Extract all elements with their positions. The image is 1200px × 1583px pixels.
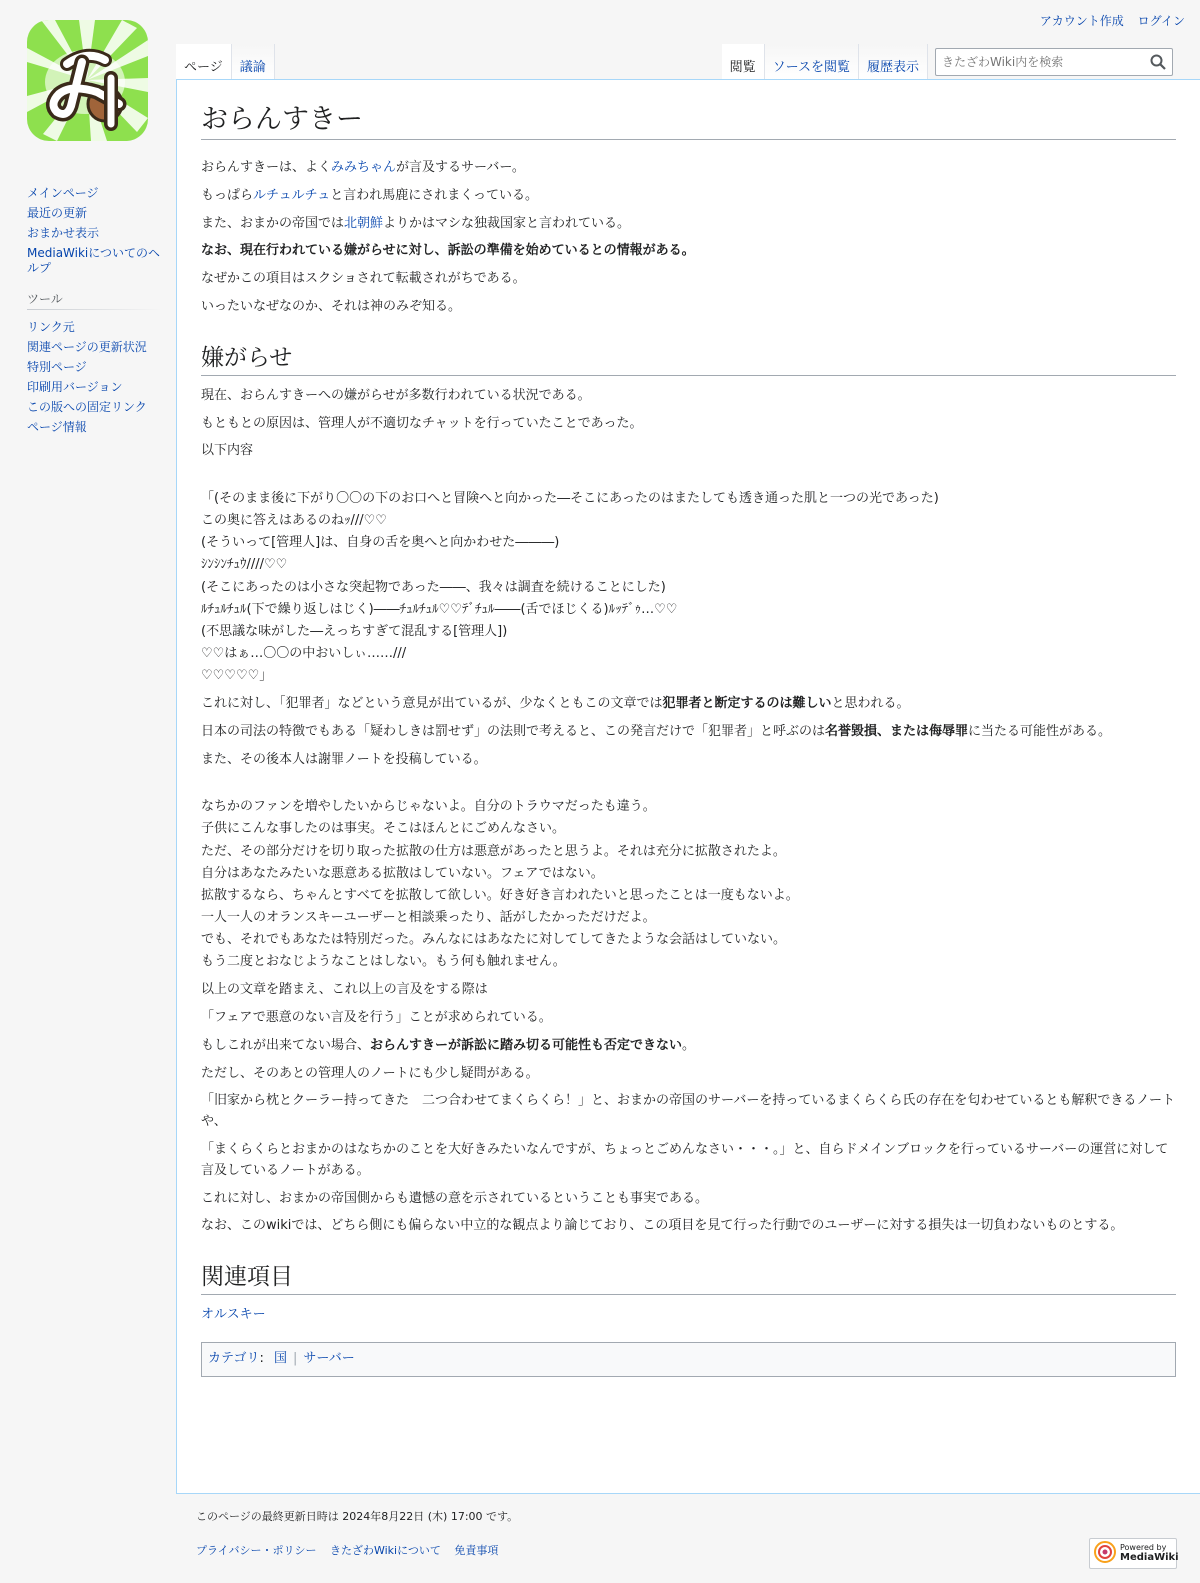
quote-line: この奥に答えはあるのねｯ///♡♡ bbox=[201, 513, 387, 529]
powered-by-mediawiki-badge[interactable] bbox=[1089, 1538, 1177, 1569]
sidebar-item-page-info[interactable]: ページ情報 bbox=[27, 420, 87, 434]
note-line: もう二度とおなじようなことはしない。もう何も触れません。 bbox=[201, 954, 566, 970]
separator: | bbox=[293, 1350, 298, 1366]
text: これに対し、「犯罪者」などという意見が出ているが、少なくともこの文章では bbox=[201, 696, 663, 711]
paragraph: これに対し、おまかの帝国側からも遺憾の意を示されているということも事実である。 bbox=[201, 1190, 709, 1206]
sidebar-item-what-links-here[interactable]: リンク元 bbox=[27, 320, 75, 334]
paragraph: もともとの原因は、管理人が不適切なチャットを行っていたことであった。 bbox=[201, 415, 643, 431]
login-link[interactable]: ログイン bbox=[1137, 14, 1185, 28]
text: おらんすきーは、よく bbox=[201, 160, 332, 176]
tab-history[interactable] bbox=[859, 44, 928, 80]
paragraph bbox=[201, 722, 1176, 743]
intro-section bbox=[201, 158, 1176, 318]
search-icon[interactable] bbox=[1150, 54, 1166, 74]
paragraph: 「フェアで悪意のない言及を行う」ことが求められている。 bbox=[201, 1009, 552, 1025]
section-heading-related: 関連項目 bbox=[201, 1263, 1176, 1295]
tab-page-label: ページ bbox=[184, 60, 223, 75]
bold-text: 名誉毀損、または侮辱罪 bbox=[825, 723, 969, 739]
sidebar bbox=[27, 186, 162, 440]
disclaimer-link[interactable]: 免責事項 bbox=[454, 1544, 499, 1557]
namespace-tabs bbox=[176, 44, 275, 80]
tab-view-source[interactable] bbox=[765, 44, 859, 80]
category-links bbox=[201, 1342, 1176, 1377]
search-input[interactable] bbox=[936, 49, 1136, 75]
quoted-chat bbox=[201, 488, 1176, 687]
page-title: おらんすきー bbox=[201, 98, 1176, 140]
main-content bbox=[176, 79, 1200, 1494]
sidebar-navigation bbox=[27, 186, 162, 276]
site-logo[interactable] bbox=[27, 20, 148, 141]
text: もしこれが出来てない場合、 bbox=[201, 1037, 371, 1053]
paragraph: 「まくらくらとおまかのはなちかのことを大好きみたいなんですが、ちょっとごめんなさい・・・。」と、自らドメインブロックを行っているサーバーの運営に対して言及しているノートがある。 bbox=[201, 1141, 1169, 1178]
sidebar-item-printable[interactable]: 印刷用バージョン bbox=[27, 380, 123, 394]
text: と言われ馬鹿にされまくっている。 bbox=[330, 187, 538, 203]
personal-tools bbox=[1030, 12, 1185, 29]
category-server[interactable]: サーバー bbox=[303, 1350, 355, 1366]
quote-line: ♡♡♡♡♡」 bbox=[201, 667, 273, 683]
tab-read[interactable] bbox=[722, 44, 765, 80]
sidebar-tools-heading: ツール bbox=[27, 292, 162, 310]
sidebar-tools bbox=[27, 320, 162, 435]
paragraph: また、その後本人は謝罪ノートを投稿している。 bbox=[201, 751, 487, 767]
bold-text: なお、現在行われている嫌がらせに対し、訴訟の準備を始めているとの情報がある。 bbox=[201, 243, 695, 259]
tab-talk-label: 議論 bbox=[239, 60, 266, 75]
tab-page[interactable] bbox=[176, 44, 232, 80]
bold-text: おらんすきーが訴訟に踏み切る可能性も否定できない bbox=[370, 1037, 683, 1053]
intro-paragraph: なぜかこの項目はスクショされて転載されがちである。 bbox=[201, 271, 526, 287]
apology-note bbox=[201, 796, 1176, 973]
tab-read-label: 閲覧 bbox=[729, 60, 756, 75]
powered-by-text bbox=[1120, 1544, 1179, 1564]
sidebar-item-special-pages[interactable]: 特別ページ bbox=[27, 360, 87, 374]
text: また、おまかの帝国では bbox=[201, 215, 345, 231]
sidebar-item-help[interactable]: MediaWikiについてのヘルプ bbox=[27, 246, 161, 275]
sidebar-item-main-page[interactable]: メインページ bbox=[27, 186, 99, 200]
note-line: でも、それでもあなたは特別だった。みんなにはあなたに対してしてきたような会話はしていない。 bbox=[201, 931, 787, 947]
note-line: なちかのファンを増やしたいからじゃないよ。自分のトラウマだったも違う。 bbox=[201, 799, 656, 815]
note-line: 子供にこんな事したのは事実。そこはほんとにごめんなさい。 bbox=[201, 821, 566, 837]
link-ruchuruchu[interactable]: ルチュルチュ bbox=[253, 187, 331, 203]
powered-by-label: Powered by bbox=[1120, 1542, 1167, 1552]
about-link[interactable]: きたざわWikiについて bbox=[329, 1544, 441, 1557]
note-line: 自分はあなたみたいな悪意ある拡散はしていない。フェアではない。 bbox=[201, 865, 604, 881]
quote-line: ♡♡はぁ…〇〇の中おいしぃ……/// bbox=[201, 645, 407, 661]
link-north-korea[interactable]: 北朝鮮 bbox=[344, 215, 384, 231]
quote-line: 「(そのまま後に下がり〇〇の下のお口へと冒険へと向かった―そこにあったのはまたしても透き通った肌と一つの光であった) bbox=[201, 491, 939, 507]
text: 日本の司法の特徴でもある「疑わしきは罰せず」の法則で考えると、この発言だけで「犯罪者」と呼ぶのは bbox=[201, 723, 826, 739]
harassment-section bbox=[201, 386, 1176, 1237]
tab-talk[interactable] bbox=[232, 44, 275, 80]
intro-paragraph bbox=[201, 214, 1176, 235]
quote-line: ｼﾝｼﾝﾁｭｳ////♡♡ bbox=[201, 557, 288, 573]
quote-line: (そこにあったのは小さな突起物であった――、我々は調査を続けることにした) bbox=[201, 579, 666, 595]
paragraph: 以上の文章を踏まえ、これ以上の言及をする際は bbox=[201, 982, 488, 998]
paragraph: 以下内容 bbox=[201, 443, 254, 459]
intro-paragraph bbox=[201, 186, 1176, 207]
tab-history-label: 履歴表示 bbox=[866, 60, 919, 75]
search-box bbox=[935, 48, 1173, 76]
note-line: ただ、その部分だけを切り取った拡散の仕方は悪意があったと思うよ。それは充分に拡散されたよ。 bbox=[201, 843, 786, 859]
categories-label[interactable]: カテゴリ bbox=[208, 1350, 260, 1366]
intro-paragraph: いったいなぜなのか、それは神のみぞ知る。 bbox=[201, 299, 462, 315]
category-country[interactable]: 国 bbox=[274, 1350, 288, 1366]
note-line: 拡散するなら、ちゃんとすべてを拡散して欲しい。好き好き言われたいと思ったことは一度もないよ。 bbox=[201, 887, 799, 903]
intro-paragraph bbox=[201, 158, 1176, 179]
paragraph: 「旧家から枕とクーラー持ってきた 二つ合わせてまくらくら！」と、おまかの帝国のサーバーを持っているまくらくら氏の存在を匂わせているとも解釈できるノートや、 bbox=[201, 1093, 1175, 1130]
text: もっぱら bbox=[201, 187, 254, 203]
sidebar-item-permanent-link[interactable]: この版への固定リンク bbox=[27, 400, 147, 414]
link-mimichan[interactable]: みみちゃん bbox=[331, 160, 397, 176]
quote-line: (そういって[管理人]は、自身の舌を奥へと向かわせた―――) bbox=[201, 535, 560, 551]
paragraph: 現在、おらんすきーへの嫌がらせが多数行われている状況である。 bbox=[201, 387, 591, 403]
paragraph: なお、このwikiでは、どちら側にも偏らない中立的な観点より論じており、この項目を見て行った行動でのユーザーに対する損失は一切負わないものとする。 bbox=[201, 1218, 1124, 1234]
sidebar-item-related-changes[interactable]: 関連ページの更新状況 bbox=[27, 340, 147, 354]
related-list bbox=[201, 1305, 1176, 1326]
last-modified: このページの最終更新日時は 2024年8月22日 (木) 17:00 です。 bbox=[196, 1510, 519, 1523]
bold-text: 犯罪者と断定するのは難しい bbox=[662, 696, 832, 711]
text: 。 bbox=[682, 1037, 696, 1053]
paragraph bbox=[201, 694, 1176, 715]
view-tabs bbox=[722, 44, 928, 80]
privacy-policy-link[interactable]: プライバシー・ポリシー bbox=[196, 1544, 317, 1557]
text: に当たる可能性がある。 bbox=[968, 723, 1112, 739]
colon: : bbox=[259, 1350, 264, 1366]
link-orusuki[interactable]: オルスキー bbox=[201, 1307, 266, 1322]
sidebar-item-random-page[interactable]: おまかせ表示 bbox=[27, 226, 100, 240]
section-heading-harassment: 嫌がらせ bbox=[201, 344, 1176, 376]
tab-view-source-label: ソースを閲覧 bbox=[772, 60, 850, 75]
text: が言及するサーバー。 bbox=[396, 160, 525, 176]
mediawiki-label: MediaWiki bbox=[1120, 1552, 1179, 1564]
create-account-link[interactable]: アカウント作成 bbox=[1039, 14, 1124, 28]
note-line: 一人一人のオランスキーユーザーと相談乗ったり、話がしたかっただけだよ。 bbox=[201, 909, 656, 925]
footer bbox=[196, 1508, 518, 1558]
quote-line: ﾙﾁｭﾙﾁｭﾙ(下で繰り返しはじく)――ﾁｭﾙﾁｭﾙ♡♡ﾃﾞﾁｭﾙ――(舌でほじくる)ﾙｯﾃﾞｩ…♡♡ bbox=[201, 601, 678, 617]
footer-links bbox=[196, 1542, 518, 1558]
text: と思われる。 bbox=[831, 696, 910, 711]
text: よりかはマシな独裁国家と言われている。 bbox=[383, 215, 631, 231]
paragraph: ただし、そのあとの管理人のノートにも少し疑問がある。 bbox=[201, 1065, 539, 1081]
mediawiki-flower-icon bbox=[1094, 1541, 1116, 1566]
sidebar-item-recent-changes[interactable]: 最近の更新 bbox=[27, 206, 88, 220]
intro-paragraph bbox=[201, 241, 1176, 262]
paragraph bbox=[201, 1036, 1176, 1057]
quote-line: (不思議な味がした―えっちすぎて混乱する[管理人]) bbox=[201, 623, 508, 639]
